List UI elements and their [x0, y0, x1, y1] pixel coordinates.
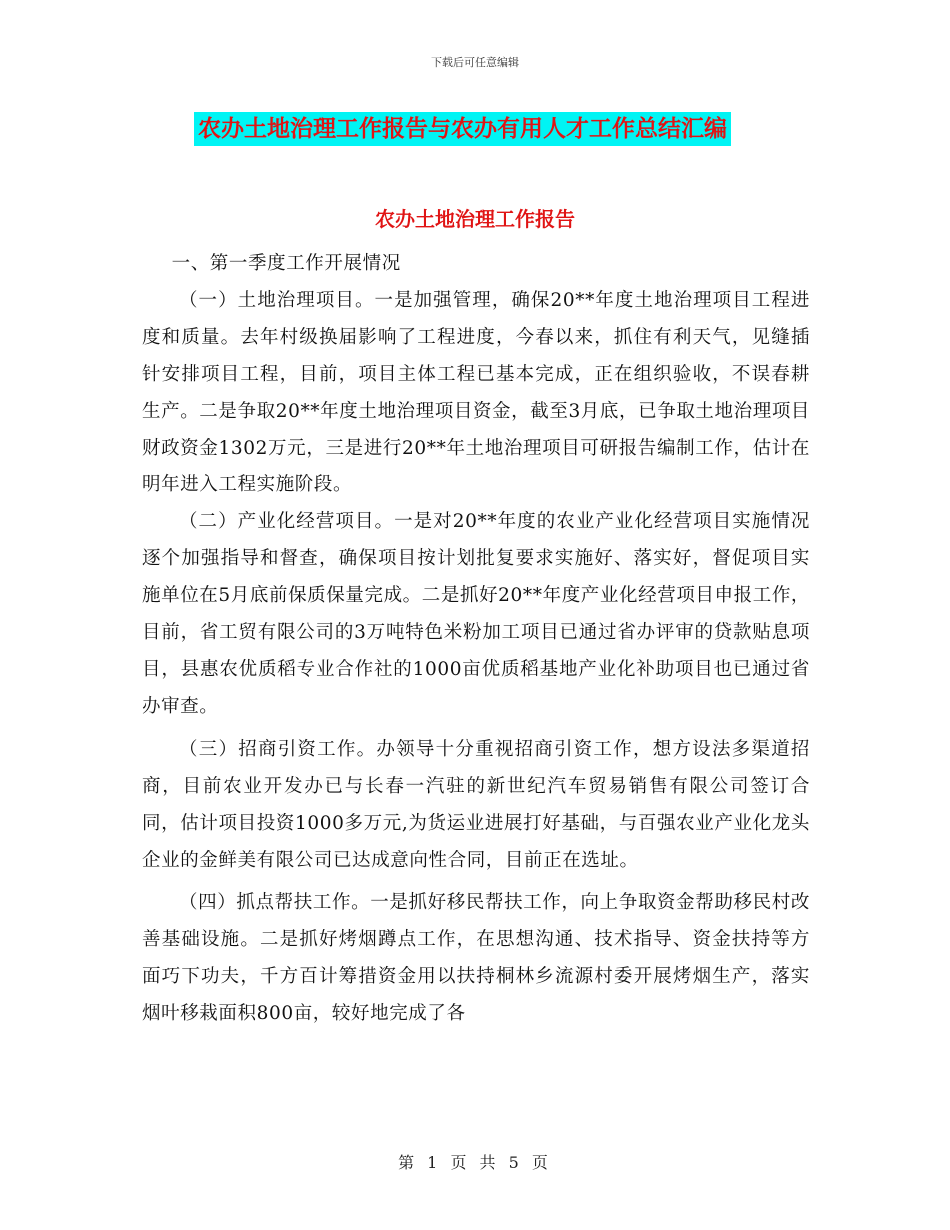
paragraph-land-project: （一）土地治理项目。一是加强管理，确保20**年度土地治理项目工程进度和质量。去年村级换届影响了工程进度，今春以来，抓住有利天气，见缝插针安排项目工程，目前，项目主体工程已基本完成，正在组织验收，不误春耕生产。二是争取20**年度土地治理项目资金，截至3月底，已争取土地治理项目财政资金1302万元，三是进行20**年土地治理项目可研报告编制工作，估计在明年进入工程实施阶段。 [142, 289, 811, 496]
paragraph-assistance: （四）抓点帮扶工作。一是抓好移民帮扶工作，向上争取资金帮助移民村改善基础设施。二是抓好烤烟蹲点工作，在思想沟通、技术指导、资金扶持等方面巧下功夫，千方百计筹措资金用以扶持桐林乡流源村委开展烤烟生产，落实烟叶移栽面积800亩，较好地完成了各 [142, 892, 810, 1025]
header-note: 下载后可任意编辑 [431, 56, 519, 69]
document-body [142, 246, 810, 1033]
paragraph-industrial-project: （二）产业化经营项目。一是对20**年度的农业产业化经营项目实施情况逐个加强指导和督查，确保项目按计划批复要求实施好、落实好，督促项目实施单位在5月底前保质保量完成。二是抓好20**年度产业化经营项目申报工作，目前，省工贸有限公司的3万吨特色米粉加工项目已通过省办评审的贷款贴息项目，县惠农优质稻专业合作社的1000亩优质稻基地产业化补助项目也已通过省办审查。 [142, 511, 811, 717]
page-number: 第 1 页 共 5 页 [398, 1153, 552, 1172]
document-title: 农办土地治理工作报告与农办有用人才工作总结汇编 [194, 112, 731, 146]
paragraph-investment: （三）招商引资工作。办领导十分重视招商引资工作，想方设法多渠道招商，目前农业开发办已与长春一汽驻的新世纪汽车贸易销售有限公司签订合同，估计项目投资1000多万元,为货运业进展打好基础，与百强农业产业化龙头企业的金鲜美有限公司已达成意向性合同，目前正在选址。 [142, 738, 810, 871]
section-heading: 一、第一季度工作开展情况 [171, 253, 401, 274]
section-title: 农办土地治理工作报告 [375, 207, 575, 231]
